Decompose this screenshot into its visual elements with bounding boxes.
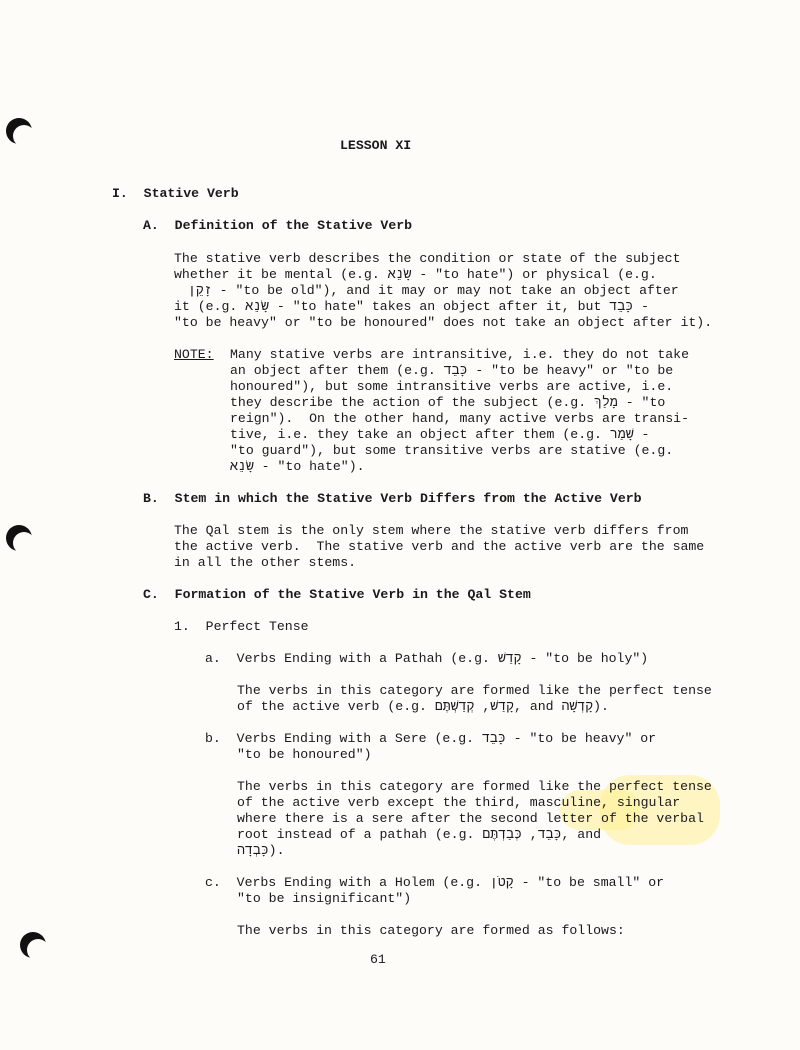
text-line: "to be heavy" or "to be honoured" does not take an object after it).: [174, 315, 713, 330]
text-line: Many stative verbs are intransitive, i.e. they do not take: [230, 347, 689, 362]
text-line: they describe the action of the subject (e.g. מָלַךְ - "to: [230, 395, 666, 410]
text-line: NOTE:: [174, 347, 214, 362]
text-line: it (e.g. שָׂנֵא - "to hate" takes an object after it, but כָּבֵד -: [174, 299, 649, 314]
text-line: c. Verbs Ending with a Holem (e.g. קָטֹן - "to be small" or: [205, 875, 665, 890]
text-line: The verbs in this category are formed like the perfect tense: [237, 683, 712, 698]
text-line: שָׂנֵא - "to hate").: [230, 459, 365, 474]
text-line: reign"). On the other hand, many active verbs are transi-: [230, 411, 689, 426]
text-line: B. Stem in which the Stative Verb Differs from the Active Verb: [143, 491, 642, 506]
text-line: b. Verbs Ending with a Sere (e.g. כָּבֵד - "to be heavy" or: [205, 731, 657, 746]
text-line: 1. Perfect Tense: [174, 619, 309, 634]
binder-hole-middle: [6, 525, 32, 551]
text-line: "to be insignificant"): [237, 891, 412, 906]
text-line: The stative verb describes the condition or state of the subject: [174, 251, 681, 266]
text-line: root instead of a pathah (e.g. כָּבֵד, כְּבַדְתֶּם, and: [237, 827, 602, 842]
text-line: זָקֵן - "to be old"), and it may or may not take an object after: [188, 283, 679, 298]
text-line: "to guard"), but some transitive verbs are stative (e.g.: [230, 443, 674, 458]
text-line: "to be honoured"): [237, 747, 372, 762]
text-line: The verbs in this category are formed like the perfect tense: [237, 779, 712, 794]
text-line: the active verb. The stative verb and the active verb are the same: [174, 539, 705, 554]
text-line: I. Stative Verb: [112, 186, 239, 201]
text-line: a. Verbs Ending with a Pathah (e.g. קָדַשׁ - "to be holy"): [205, 651, 649, 666]
text-line: כָּבְדָה).: [237, 843, 285, 858]
text-line: honoured"), but some intransitive verbs are active, i.e.: [230, 379, 674, 394]
text-line: of the active verb (e.g. קָדַשׁ, קְדַשְׁתֶּם, and קָדְשָׁה).: [237, 699, 609, 714]
text-line: where there is a sere after the second letter of the verbal: [237, 811, 704, 826]
text-line: whether it be mental (e.g. שָׂנֵא - "to hate") or physical (e.g.: [174, 267, 657, 282]
text-line: an object after them (e.g. כָּבֵד - "to be heavy" or "to be: [230, 363, 674, 378]
text-line: The Qal stem is the only stem where the stative verb differs from: [174, 523, 689, 538]
text-line: A. Definition of the Stative Verb: [143, 218, 413, 233]
text-line: The verbs in this category are formed as follows:: [237, 923, 625, 938]
text-line: C. Formation of the Stative Verb in the Qal Stem: [143, 587, 531, 602]
text-line: in all the other stems.: [174, 555, 357, 570]
page-number: 61: [370, 952, 386, 967]
text-line: of the active verb except the third, masculine, singular: [237, 795, 681, 810]
page-title: LESSON XI: [340, 138, 412, 153]
binder-hole-bottom: [20, 932, 46, 958]
binder-hole-top: [6, 118, 32, 144]
text-line: tive, i.e. they take an object after them (e.g. שָׁמַר -: [230, 427, 650, 442]
